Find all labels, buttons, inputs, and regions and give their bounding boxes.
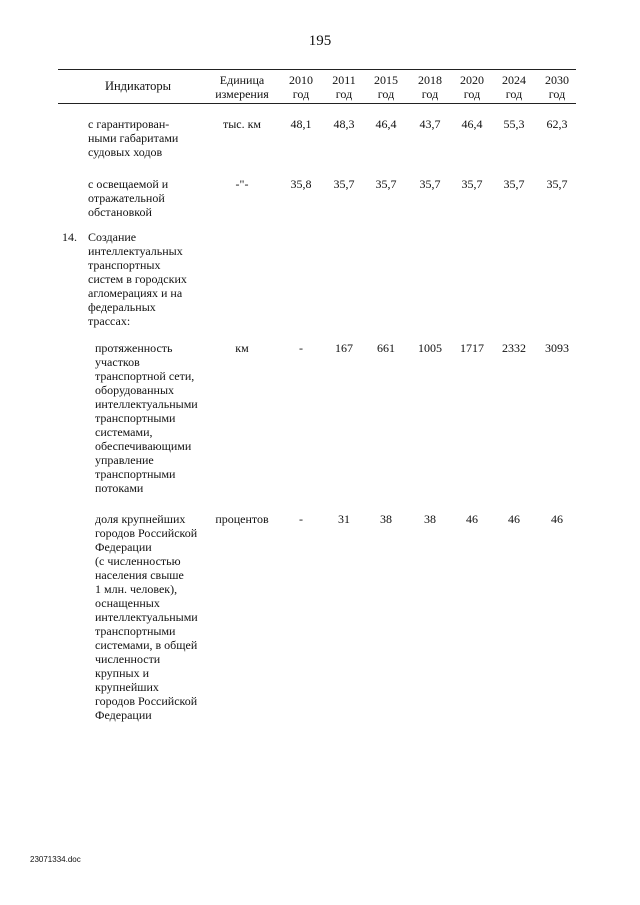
row-label-line: обеспечивающими bbox=[95, 439, 192, 453]
row-value-2018: 35,7 bbox=[419, 177, 441, 191]
row-value-2011: 31 bbox=[338, 512, 350, 526]
row-value-2020: 35,7 bbox=[461, 177, 483, 191]
row-value-2011: 167 bbox=[335, 341, 353, 355]
section-title-line: транспортных bbox=[88, 258, 161, 272]
row-label-line: доля крупнейших bbox=[95, 512, 186, 526]
row-value-2024: 2332 bbox=[502, 341, 526, 355]
row-label bbox=[95, 512, 235, 722]
header-year-2020 bbox=[452, 73, 492, 101]
row-value-2010: - bbox=[299, 512, 303, 526]
row-value-2030: 3093 bbox=[545, 341, 569, 355]
row-label-line: с гарантирован- bbox=[88, 117, 170, 131]
row-value-2024: 55,3 bbox=[503, 117, 525, 131]
row-value-2011: 35,7 bbox=[333, 177, 355, 191]
header-year-2010 bbox=[281, 73, 321, 101]
header-year-suffix: год bbox=[292, 87, 310, 101]
row-label-line: отражательной bbox=[88, 191, 165, 205]
row-label-line: транспортной сети, bbox=[95, 369, 195, 383]
header-year-value: 2010 bbox=[289, 73, 313, 87]
row-value-2018: 1005 bbox=[418, 341, 442, 355]
row-label-line: системами, в общей bbox=[95, 638, 198, 652]
header-year-value: 2024 bbox=[502, 73, 526, 87]
row-label-line: оборудованных bbox=[95, 383, 175, 397]
section-title-line: систем в городских bbox=[88, 272, 187, 286]
header-year-value: 2015 bbox=[374, 73, 398, 87]
section-title bbox=[88, 230, 228, 328]
row-label-line: Федерации bbox=[95, 540, 152, 554]
row-label-line: участков bbox=[95, 355, 140, 369]
row-value-2015: 46,4 bbox=[375, 117, 397, 131]
row-label-line: обстановкой bbox=[88, 205, 152, 219]
row-label-line: численности bbox=[95, 652, 161, 666]
row-value-2018: 43,7 bbox=[419, 117, 441, 131]
header-year-suffix: год bbox=[548, 87, 566, 101]
header-year-suffix: год bbox=[505, 87, 523, 101]
header-year-value: 2030 bbox=[545, 73, 569, 87]
row-value-2030: 46 bbox=[551, 512, 563, 526]
row-label-line: транспортными bbox=[95, 467, 176, 481]
header-unit-line1: Единица bbox=[219, 73, 265, 87]
row-label-line: протяженность bbox=[95, 341, 173, 355]
row-value-2020: 46,4 bbox=[461, 117, 483, 131]
header-year-value: 2011 bbox=[332, 73, 356, 87]
section-number: 14. bbox=[62, 230, 77, 244]
row-label-line: ными габаритами bbox=[88, 131, 179, 145]
header-year-suffix: год bbox=[463, 87, 481, 101]
header-year-value: 2018 bbox=[418, 73, 442, 87]
row-label-line: интеллектуальными bbox=[95, 397, 198, 411]
row-label-line: с освещаемой и bbox=[88, 177, 169, 191]
table-top-rule bbox=[58, 69, 576, 70]
row-label-line: транспортными bbox=[95, 624, 176, 638]
row-label-line: транспортными bbox=[95, 411, 176, 425]
section-title-line: трассах: bbox=[88, 314, 131, 328]
row-unit: процентов bbox=[215, 512, 269, 526]
row-value-2024: 35,7 bbox=[503, 177, 525, 191]
row-label-line: крупных и bbox=[95, 666, 149, 680]
row-value-2018: 38 bbox=[424, 512, 436, 526]
row-value-2030: 35,7 bbox=[546, 177, 568, 191]
row-label-line: управление bbox=[95, 453, 154, 467]
header-year-value: 2020 bbox=[460, 73, 484, 87]
row-label-line: городов Российской bbox=[95, 526, 198, 540]
row-label-line: (с численностью bbox=[95, 554, 181, 568]
row-value-2020: 1717 bbox=[460, 341, 484, 355]
footer-filename: 23071334.doc bbox=[30, 855, 81, 864]
row-unit: -"- bbox=[235, 177, 249, 191]
row-label-line: городов Российской bbox=[95, 694, 198, 708]
row-value-2030: 62,3 bbox=[546, 117, 568, 131]
header-year-suffix: год bbox=[421, 87, 439, 101]
section-title-line: агломерациях и на bbox=[88, 286, 183, 300]
row-label-line: населения свыше bbox=[95, 568, 184, 582]
row-value-2015: 35,7 bbox=[375, 177, 397, 191]
header-year-2024 bbox=[494, 73, 534, 101]
header-year-2030 bbox=[537, 73, 577, 101]
section-title-line: федеральных bbox=[88, 300, 156, 314]
row-value-2015: 661 bbox=[377, 341, 395, 355]
header-unit-line2: измерения bbox=[215, 87, 269, 101]
section-title-line: Создание bbox=[88, 230, 137, 244]
row-unit: км bbox=[235, 341, 249, 355]
header-year-2011 bbox=[324, 73, 364, 101]
row-label-line: оснащенных bbox=[95, 596, 160, 610]
row-label-line: Федерации bbox=[95, 708, 152, 722]
header-year-suffix: год bbox=[377, 87, 395, 101]
row-value-2010: - bbox=[299, 341, 303, 355]
section-title-line: интеллектуальных bbox=[88, 244, 183, 258]
row-label-line: крупнейших bbox=[95, 680, 159, 694]
row-unit: тыс. км bbox=[222, 117, 262, 131]
page-number: 195 bbox=[308, 33, 332, 49]
row-value-2015: 38 bbox=[380, 512, 392, 526]
row-label-line: судовых ходов bbox=[88, 145, 163, 159]
row-value-2020: 46 bbox=[466, 512, 478, 526]
row-value-2010: 48,1 bbox=[290, 117, 312, 131]
row-label-line: 1 млн. человек), bbox=[95, 582, 178, 596]
row-label-line: потоками bbox=[95, 481, 144, 495]
row-value-2024: 46 bbox=[508, 512, 520, 526]
table-header-rule bbox=[58, 103, 576, 104]
header-year-2015 bbox=[366, 73, 406, 101]
row-value-2010: 35,8 bbox=[290, 177, 312, 191]
header-year-suffix: год bbox=[335, 87, 353, 101]
header-indicators: Индикаторы bbox=[104, 79, 172, 93]
row-label bbox=[95, 341, 235, 495]
row-value-2011: 48,3 bbox=[333, 117, 355, 131]
row-label-line: интеллектуальными bbox=[95, 610, 198, 624]
header-year-2018 bbox=[410, 73, 450, 101]
row-label-line: системами, bbox=[95, 425, 153, 439]
header-unit bbox=[206, 73, 278, 101]
